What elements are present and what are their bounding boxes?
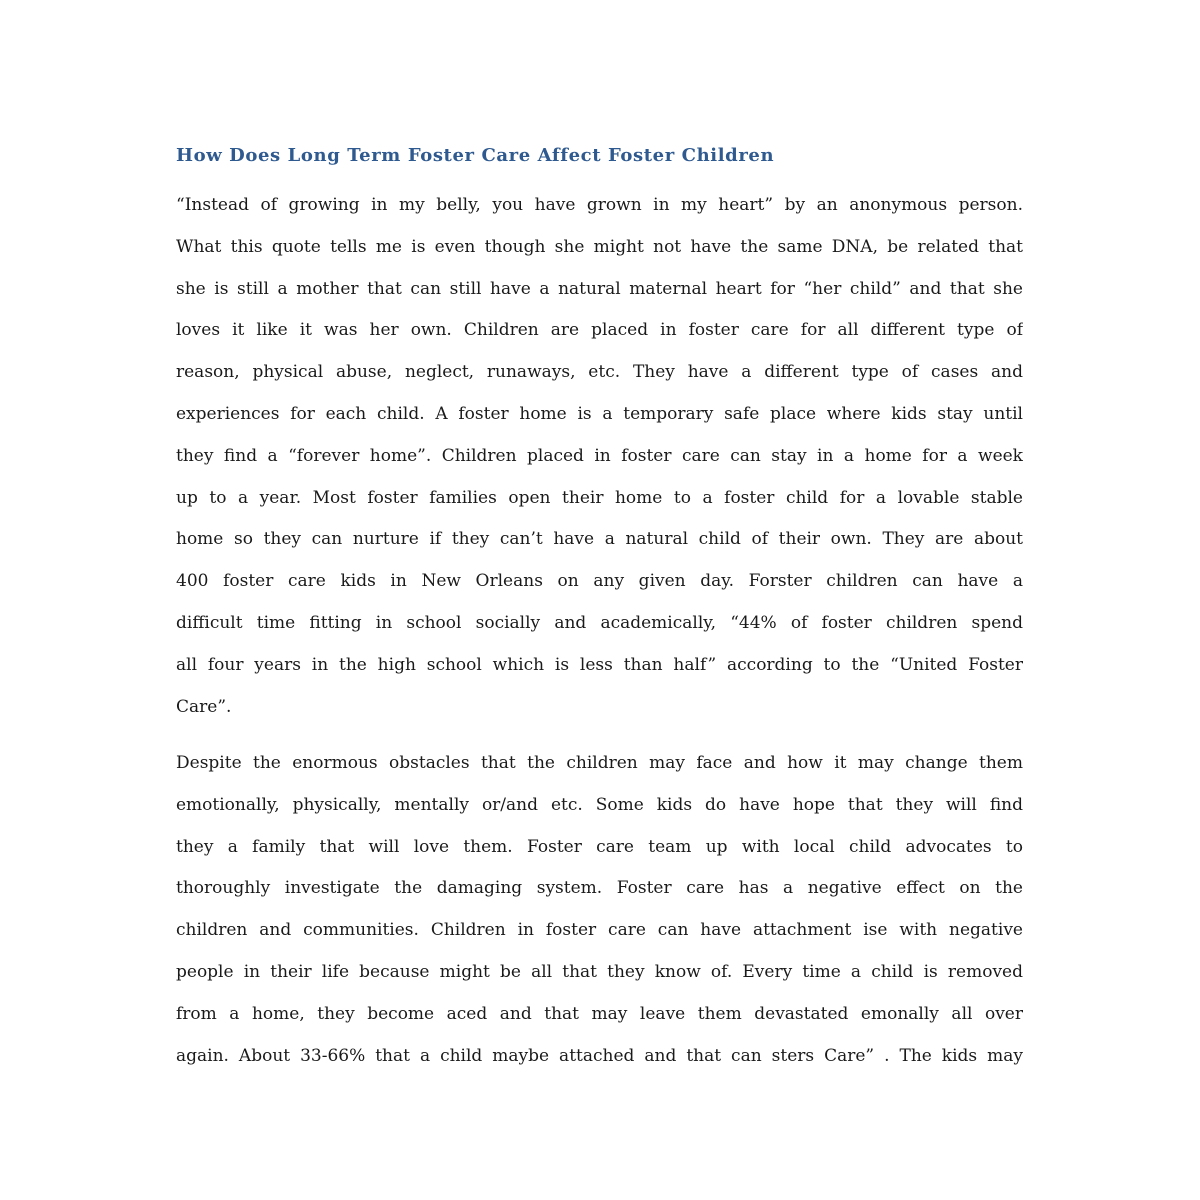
text-line: they find a “forever home”. Children placed in foster care can stay in a home for a week <box>176 445 1023 466</box>
text-line: again. About 33-66% that a child maybe attached and that can sters Care” . The kids may <box>176 1045 1023 1066</box>
text-line: she is still a mother that can still have a natural maternal heart for “her child” and that she <box>176 278 1023 299</box>
text-line: reason, physical abuse, neglect, runaways, etc. They have a different type of cases and <box>176 362 1023 383</box>
text-line: emotionally, physically, mentally or/and etc. Some kids do have hope that they will find <box>176 794 1023 815</box>
paragraph-2 <box>176 750 1023 1084</box>
text-line: What this quote tells me is even though she might not have the same DNA, be related that <box>176 236 1023 257</box>
text-line: people in their life because might be all that they know of. Every time a child is removed <box>176 961 1023 982</box>
text-line: children and communities. Children in foster care can have attachment ise with negative <box>176 920 1023 941</box>
text-line: Despite the enormous obstacles that the children may face and how it may change them <box>176 753 1023 773</box>
text-line: they a family that will love them. Foster care team up with local child advocates to <box>176 836 1023 857</box>
text-line: 400 foster care kids in New Orleans on any given day. Forster children can have a <box>176 571 1023 592</box>
text-line: all four years in the high school which is less than half” according to the “United Foster <box>176 654 1023 675</box>
document-title: How Does Long Term Foster Care Affect Foster Children <box>176 145 775 166</box>
text-line: “Instead of growing in my belly, you have grown in my heart” by an anonymous person. <box>176 195 1023 215</box>
text-line: experiences for each child. A foster home is a temporary safe place where kids stay until <box>176 403 1023 424</box>
text-line: Care”. <box>176 696 232 717</box>
text-line: difficult time fitting in school socially and academically, “44% of foster children spend <box>176 612 1023 633</box>
text-line: from a home, they become aced and that may leave them devastated emonally all over <box>176 1003 1023 1024</box>
text-line: thoroughly investigate the damaging system. Foster care has a negative effect on the <box>176 878 1023 899</box>
text-line: loves it like it was her own. Children are placed in foster care for all different type of <box>176 320 1023 341</box>
paragraph-1 <box>176 192 1023 735</box>
text-line: home so they can nurture if they can’t have a natural child of their own. They are about <box>176 529 1023 550</box>
text-line: up to a year. Most foster families open their home to a foster child for a lovable stable <box>176 487 1023 508</box>
